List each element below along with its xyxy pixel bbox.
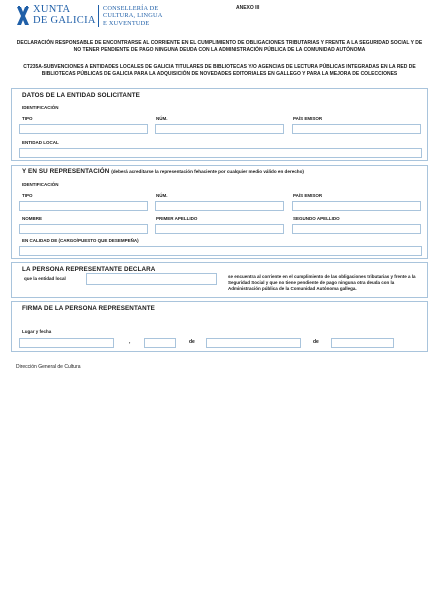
rep-surname2-field[interactable]: [292, 224, 421, 234]
page-header: [16, 4, 426, 28]
logo-wordmark: [33, 4, 96, 26]
department-line-2: CULTURA, LINGUA: [103, 12, 163, 20]
rep-surname1-field[interactable]: [155, 224, 284, 234]
rep-position-field[interactable]: [19, 246, 422, 256]
logo-divider: [98, 5, 99, 27]
rep-name-field[interactable]: [19, 224, 148, 234]
document-title: DECLARACIÓN RESPONSABLE DE ENCONTRARSE AL CORRIENTE EN EL CUMPLIMIENTO DE OBLIGACIONES TRIBUTARIAS Y FRENTE A LA SEGURIDAD SOCIAL Y DE NO TENER PENDIENTE DE PAGO NINGUNA DEUDA CON LA ADMINISTRACIÓN PÚBLICA DE LA COMUNIDAD AUTÓNOMA: [16, 40, 423, 53]
entity-type-label: TIPO: [22, 116, 33, 121]
place-date-label: Lugar y fecha: [22, 329, 52, 334]
department-line-3: E XUVENTUDE: [103, 19, 150, 27]
declaration-section-title: LA PERSONA REPRESENTANTE DECLARA: [22, 266, 156, 273]
entity-type-field[interactable]: [19, 124, 148, 134]
department-line-1: CONSELLERÍA DE: [103, 5, 159, 12]
comma-separator: ,: [129, 339, 131, 345]
representation-section-title: [22, 168, 304, 175]
department-name: [103, 5, 162, 27]
logo-line-2: DE GALICIA: [33, 15, 96, 26]
day-field[interactable]: [144, 338, 176, 348]
representation-section: [11, 165, 428, 259]
de-separator-1: de: [189, 339, 195, 345]
entity-number-label: NÚM.: [156, 116, 168, 121]
entity-number-field[interactable]: [155, 124, 284, 134]
xunta-logo: [16, 4, 166, 28]
signature-section: [11, 301, 428, 352]
signature-section-title: FIRMA DE LA PERSONA REPRESENTANTE: [22, 305, 155, 312]
annex-label: ANEXO III: [236, 5, 260, 11]
rep-identification-label: IDENTIFICACIÓN: [22, 182, 59, 187]
rep-surname2-label: SEGUNDO APELLIDO: [293, 216, 340, 221]
rep-country-label: PAÍS EMISOR: [293, 193, 323, 198]
month-field[interactable]: [206, 338, 301, 348]
entity-section-title: DATOS DE LA ENTIDAD SOLICITANTE: [22, 92, 140, 99]
rep-number-label: NÚM.: [156, 193, 168, 198]
de-separator-2: de: [313, 339, 319, 345]
entity-data-section: [11, 88, 428, 161]
place-field[interactable]: [19, 338, 114, 348]
declaration-text: se encuentra al corriente en el cumplimiento de las obligaciones tributarias y frente a la Seguridad Social y que no tiene pendiente de pago ninguna otra deuda con la Administración pública de la Comunidad Autónoma gallega.: [228, 274, 416, 291]
identification-label: IDENTIFICACIÓN: [22, 105, 59, 110]
declaration-entity-field[interactable]: [86, 273, 217, 285]
local-entity-field[interactable]: [19, 148, 422, 158]
rep-name-label: NOMBRE: [22, 216, 42, 221]
representation-note: (deberá acreditarse la representación fehaciente por cualquier medio válido en derecho): [111, 169, 304, 174]
xunta-cross-icon: [16, 5, 30, 27]
entity-country-field[interactable]: [292, 124, 421, 134]
rep-type-label: TIPO: [22, 193, 33, 198]
year-field[interactable]: [331, 338, 394, 348]
entity-country-label: PAÍS EMISOR: [293, 116, 323, 121]
rep-type-field[interactable]: [19, 201, 148, 211]
rep-surname1-label: PRIMER APELLIDO: [156, 216, 198, 221]
logo-line-1: XUNTA: [33, 4, 71, 15]
representation-title-text: Y EN SU REPRESENTACIÓN: [22, 168, 110, 175]
declaration-section: [11, 262, 428, 298]
directorate-footer: Dirección General de Cultura: [16, 364, 81, 370]
rep-number-field[interactable]: [155, 201, 284, 211]
rep-country-field[interactable]: [292, 201, 421, 211]
document-subtitle: CT235A-SUBVENCIONES A ENTIDADES LOCALES DE GALICIA TITULARES DE BIBLIOTECAS Y/O AGENCIAS DE LECTURA PÚBLICAS INTEGRADAS EN LA RED DE BIBLIOTECAS PÚBLICAS DE GALICIA PARA LA ADQUISICIÓN DE NOVEDADES EDITORIALES EN GALLEGO Y PARA LA MEJORA DE COLECCIONES: [23, 64, 416, 77]
local-entity-label: ENTIDAD LOCAL: [22, 140, 59, 145]
declaration-entity-label: que la entidad local: [24, 276, 66, 281]
rep-position-label: EN CALIDAD DE (CARGO/PUESTO QUE DESEMPEÑA): [22, 238, 139, 243]
